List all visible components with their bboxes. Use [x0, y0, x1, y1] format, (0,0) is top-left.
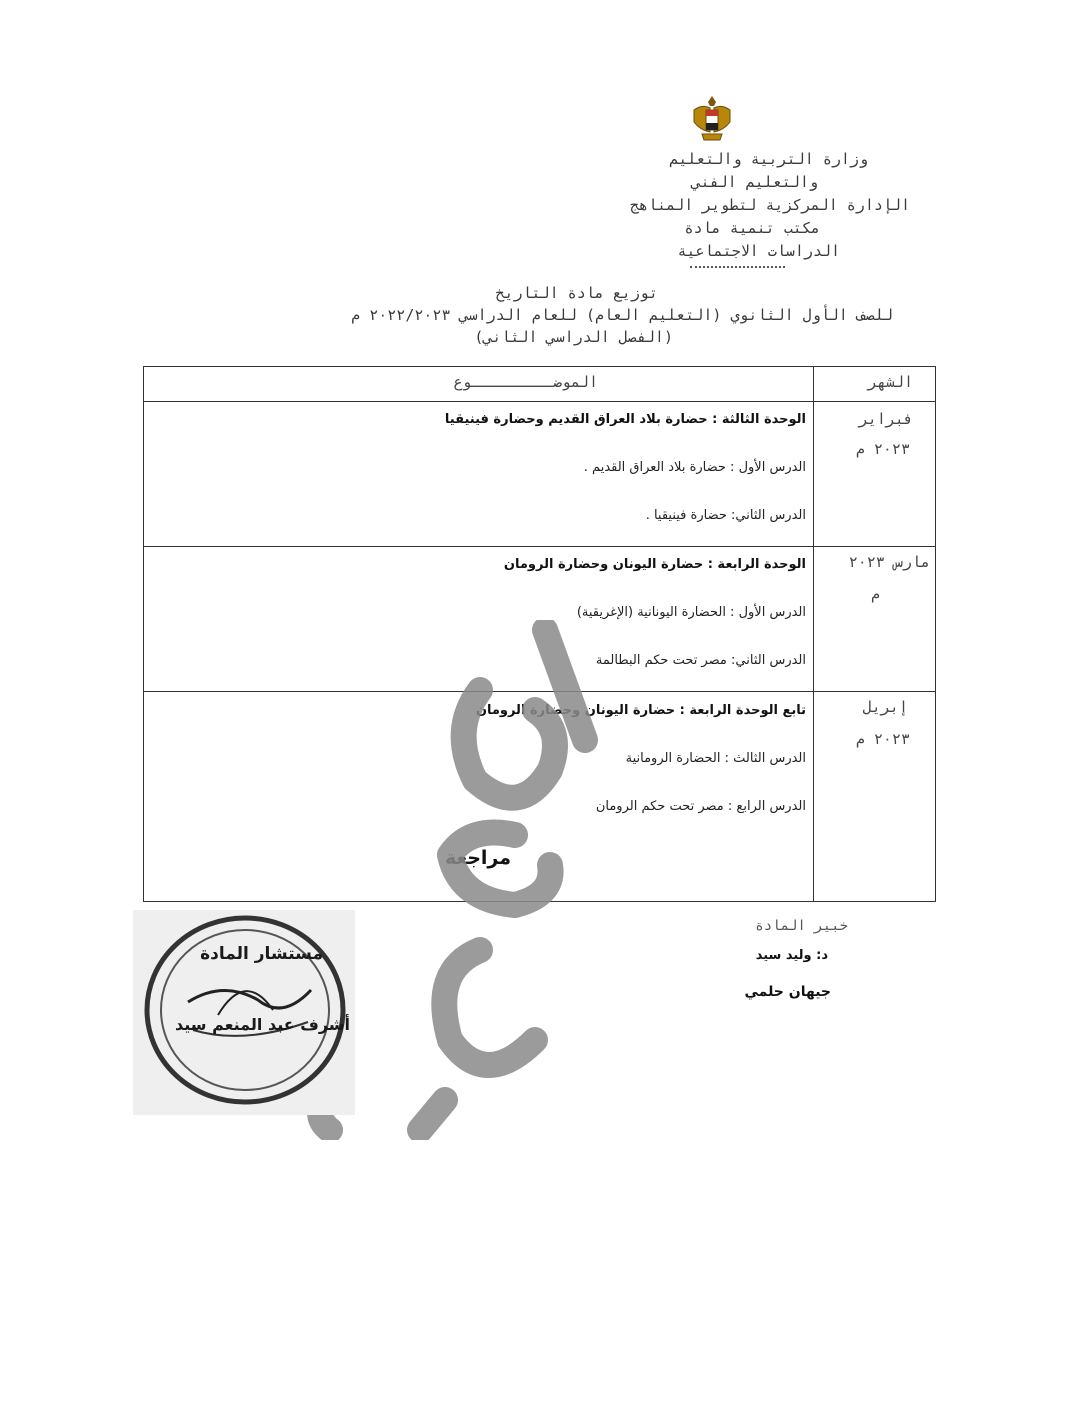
row-2-lesson-1: الدرس الأول : الحضارة اليونانية (الإغريقية): [576, 605, 806, 620]
row-3-month-year: ٢٠٢٣ م: [855, 730, 910, 748]
row-1-month-year: ٢٠٢٣ م: [855, 440, 910, 458]
ministry-line-3: الإدارة المركزية لتطوير المناهج: [630, 196, 910, 214]
doc-title-line-1: توزيع مادة التاريخ: [495, 284, 658, 302]
ministry-line-2: والتعليم الفني: [691, 173, 818, 191]
signature-name-2: جيهان حلمي: [744, 984, 831, 1000]
signature-name-1: د: وليد سيد: [755, 948, 828, 963]
row-1-lesson-2: الدرس الثاني: حضارة فينيقيا .: [645, 508, 806, 523]
column-header-topic: الموضـــــــــوع: [453, 373, 598, 391]
advisor-stamp-seal: [133, 910, 355, 1115]
row-1-month-name: فبراير: [858, 410, 913, 428]
ministry-line-1: وزارة التربية والتعليم: [669, 150, 868, 168]
row-1-unit: الوحدة الثالثة : حضارة بلاد العراق القديم وحضارة فينيقيا: [444, 412, 806, 427]
ministry-line-5: الدراسات الاجتماعية: [677, 242, 840, 260]
table-column-divider: [813, 366, 814, 902]
doc-title-line-2: للصف الأول الثانوي (التعليم العام) للعام الدراسي ٢٠٢٢/٢٠٢٣ م: [351, 306, 893, 324]
row-1-lesson-1: الدرس الأول : حضارة بلاد العراق القديم .: [583, 460, 806, 475]
row-3-month-name: إبريل: [862, 698, 908, 716]
separator-dotted-line: [690, 266, 785, 268]
row-2-month-year: م: [870, 585, 880, 603]
subject-expert-label: خبير المادة: [755, 918, 848, 934]
table-row-divider: [143, 546, 936, 547]
column-header-month: الشهر: [867, 373, 913, 391]
egypt-eagle-emblem-icon: [688, 92, 736, 148]
row-3-unit: تابع الوحدة الرابعة : حضارة اليونان وحضارة الرومان: [475, 703, 806, 718]
ministry-line-4: مكتب تنمية مادة: [684, 219, 820, 237]
table-header-divider: [143, 401, 936, 402]
row-3-lesson-2: الدرس الرابع : مصر تحت حكم الرومان: [595, 799, 806, 814]
row-3-lesson-1: الدرس الثالث : الحضارة الرومانية: [625, 751, 806, 766]
row-2-unit: الوحدة الرابعة : حضارة اليونان وحضارة الرومان: [503, 557, 806, 572]
row-2-month-name: مارس ٢٠٢٣: [848, 553, 930, 571]
seal-name: أشرف عبد المنعم سيد: [174, 1015, 350, 1034]
review-label: مراجعة: [444, 847, 511, 869]
row-2-lesson-2: الدرس الثاني: مصر تحت حكم البطالمة: [595, 653, 806, 668]
doc-title-line-3: (الفصل الدراسي الثاني): [474, 328, 673, 346]
seal-title: مستشار المادة: [200, 944, 323, 964]
